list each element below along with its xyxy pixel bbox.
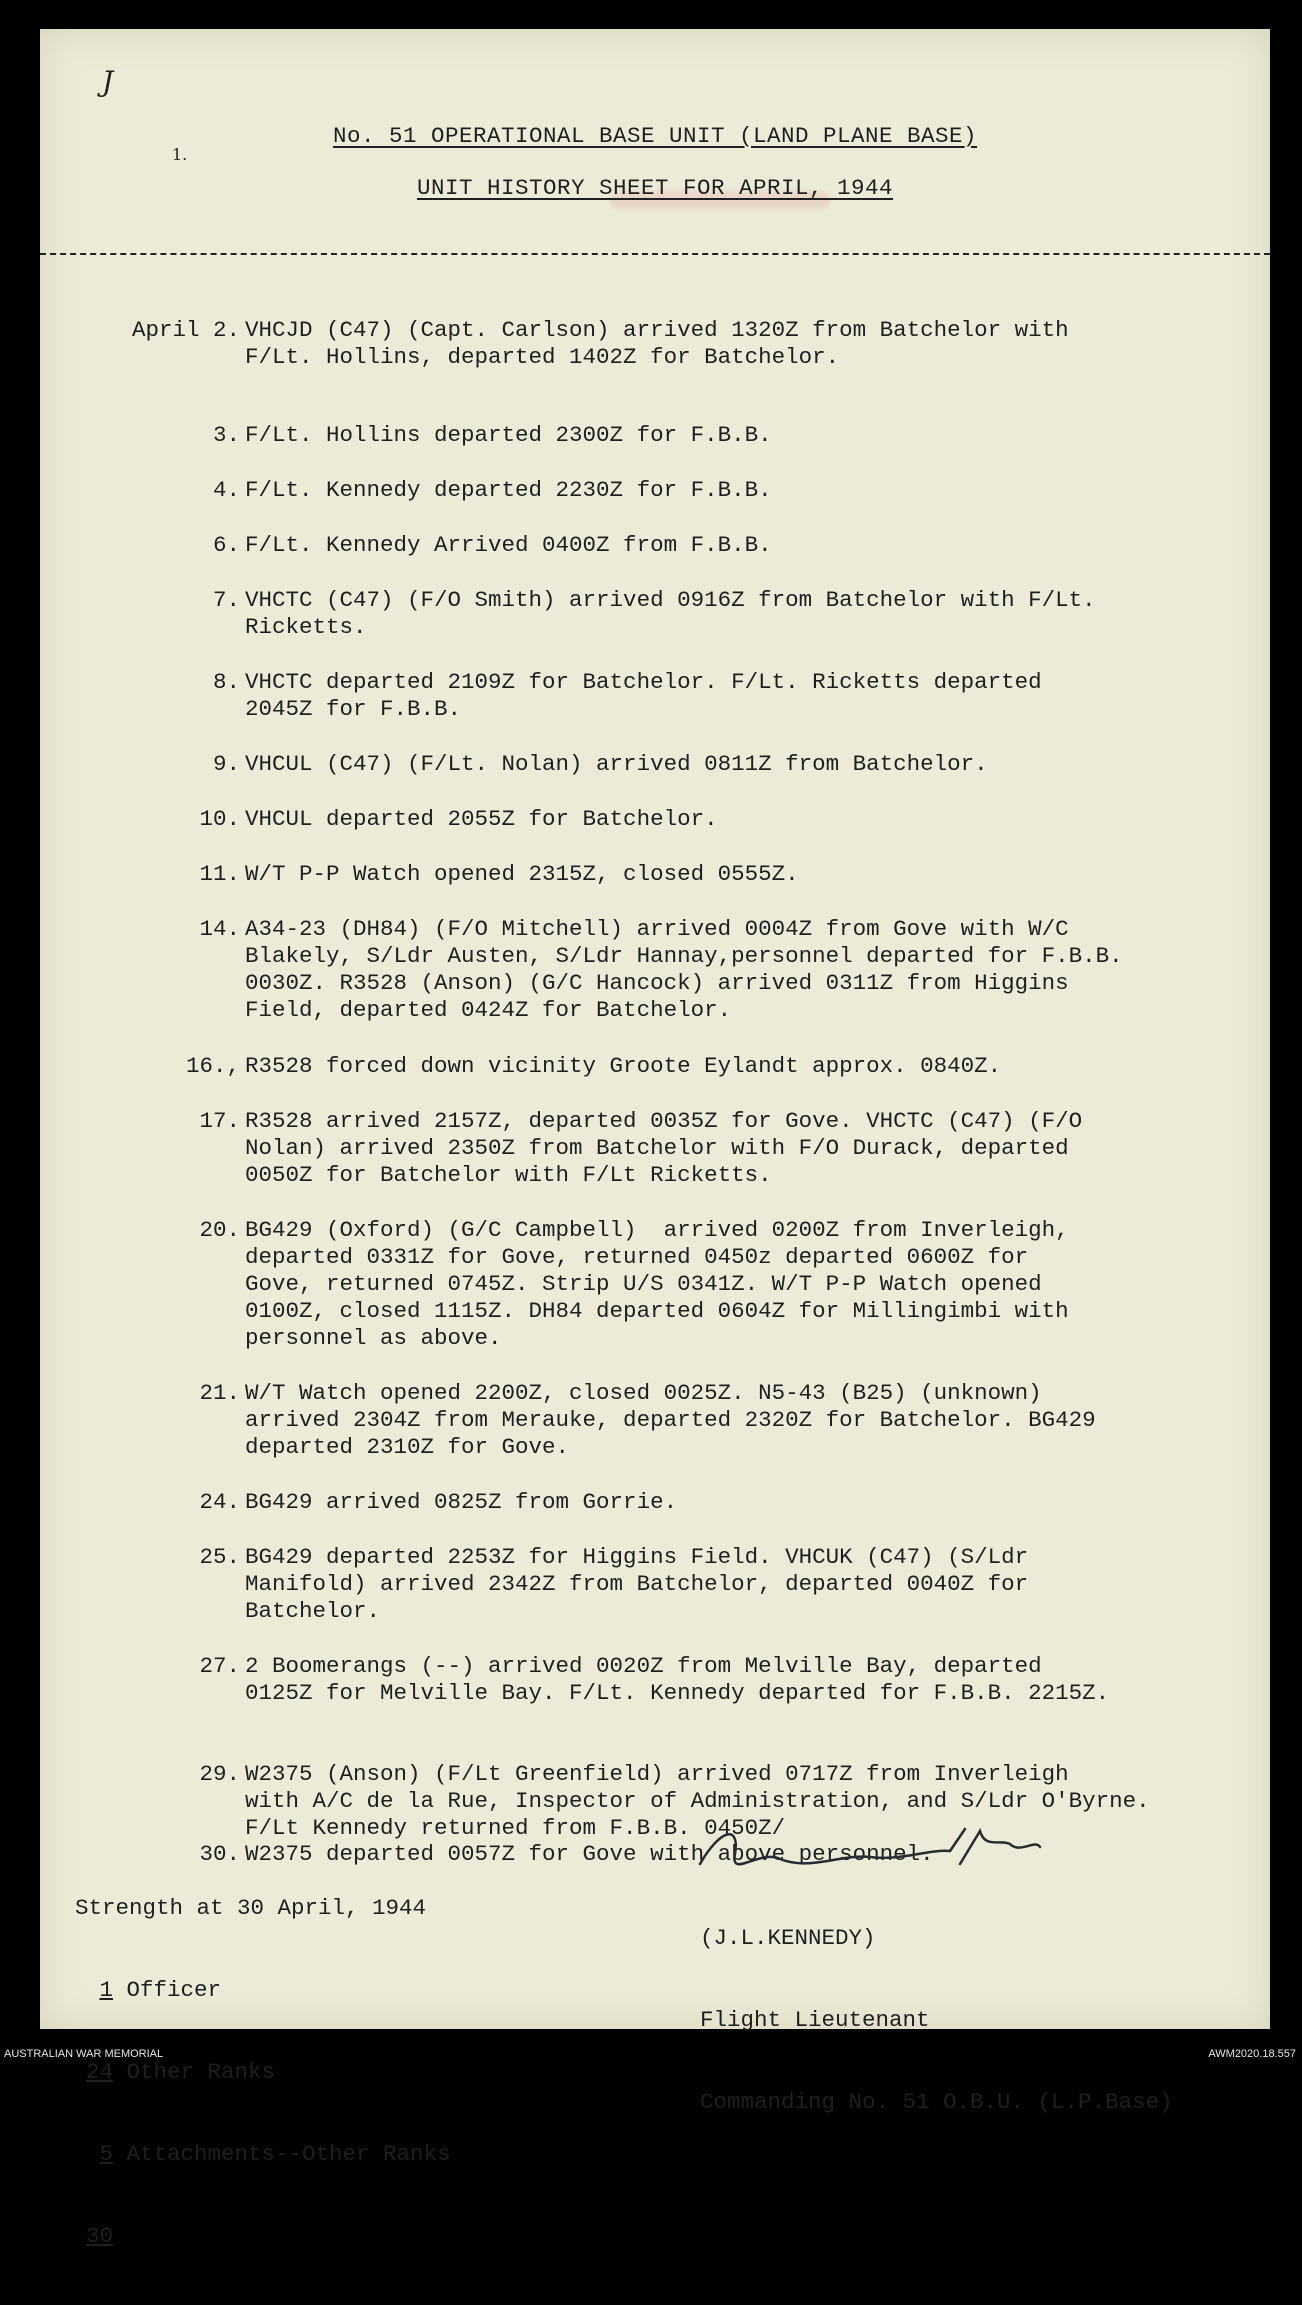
strength-total xyxy=(75,2223,451,2251)
entry-text xyxy=(245,1544,1028,1625)
entry-text xyxy=(245,916,1123,1024)
entry-line: 0100Z, closed 1115Z. DH84 departed 0604Z for Millingimbi with xyxy=(245,1298,1069,1324)
entry-line: BG429 departed 2253Z for Higgins Field. VHCUK (C47) (S/Ldr xyxy=(245,1544,1029,1570)
entry-line: with A/C de la Rue, Inspector of Administration, and S/Ldr O'Byrne. xyxy=(245,1788,1150,1814)
entry-text xyxy=(245,587,1096,641)
entry-date: 29. xyxy=(199,1761,240,1787)
entry-text xyxy=(245,317,1069,371)
entry-line: W/T P-P Watch opened 2315Z, closed 0555Z. xyxy=(245,861,799,887)
entry-line: 0125Z for Melville Bay. F/Lt. Kennedy departed for F.B.B. 2215Z. xyxy=(245,1680,1110,1706)
entry-line: R3528 forced down vicinity Groote Eylandt approx. 0840Z. xyxy=(245,1053,1002,1079)
header-divider xyxy=(40,253,1270,255)
entry-text xyxy=(245,422,772,449)
entry-text xyxy=(245,1380,1096,1461)
strength-row xyxy=(75,2141,451,2169)
entry-line: W2375 departed 0057Z for Gove with above personnel. xyxy=(245,1841,934,1867)
entry-text xyxy=(245,1489,677,1516)
entry-date: 25. xyxy=(199,1544,240,1570)
strength-count: 1 xyxy=(99,1977,113,2003)
entry-text xyxy=(245,1653,1109,1707)
signature-block xyxy=(700,1871,1173,2171)
strength-label: Other Ranks xyxy=(126,2059,276,2085)
entry-line: BG429 arrived 0825Z from Gorrie. xyxy=(245,1489,678,1515)
entry-text xyxy=(245,669,1042,723)
entry-line: 2 Boomerangs (--) arrived 0020Z from Melville Bay, departed xyxy=(245,1653,1042,1679)
entry-text xyxy=(245,1053,1001,1080)
margin-mark-side: 1. xyxy=(172,145,188,164)
margin-mark-top: J xyxy=(102,65,114,98)
entry-line: W/T Watch opened 2200Z, closed 0025Z. N5-43 (B25) (unknown) xyxy=(245,1380,1042,1406)
entry-line: VHCTC departed 2109Z for Batchelor. F/Lt. Ricketts departed xyxy=(245,669,1042,695)
entry-date: 30. xyxy=(199,1841,240,1867)
strength-count: 24 xyxy=(85,2059,113,2085)
entry-line: departed 0331Z for Gove, returned 0450z departed 0600Z for xyxy=(245,1244,1029,1270)
entry-line: departed 2310Z for Gove. xyxy=(245,1434,570,1460)
unit-title: No. 51 OPERATIONAL BASE UNIT (LAND PLANE BASE) xyxy=(332,123,978,149)
signatory-rank: Flight Lieutenant xyxy=(700,2007,930,2033)
entry-line: R3528 arrived 2157Z, departed 0035Z for Gove. VHCTC (C47) (F/O xyxy=(245,1108,1083,1134)
footer-right: AWM2020.18.557 xyxy=(1208,2048,1296,2060)
entry-line: personnel as above. xyxy=(245,1325,502,1351)
entry-line: Gove, returned 0745Z. Strip U/S 0341Z. W/T P-P Watch opened xyxy=(245,1271,1042,1297)
entry-line: Ricketts. xyxy=(245,614,367,640)
entry-date: 20. xyxy=(199,1217,240,1243)
entry-line: 2045Z for F.B.B. xyxy=(245,696,462,722)
entry-text xyxy=(245,1108,1082,1189)
entry-line: Batchelor. xyxy=(245,1598,381,1624)
entry-text xyxy=(245,861,799,888)
strength-count: 30 xyxy=(85,2223,113,2249)
strength-label: Officer xyxy=(126,1977,222,2003)
entry-text xyxy=(245,751,988,778)
entry-line: Nolan) arrived 2350Z from Batchelor with F/O Durack, departed xyxy=(245,1135,1069,1161)
strength-heading: Strength at 30 April, 1944 xyxy=(75,1895,427,1921)
entry-line: Manifold) arrived 2342Z from Batchelor, departed 0040Z for xyxy=(245,1571,1029,1597)
entry-text xyxy=(245,806,718,833)
entry-line: BG429 (Oxford) (G/C Campbell) arrived 0200Z from Inverleigh, xyxy=(245,1217,1069,1243)
entry-date: 8. xyxy=(212,669,240,695)
entry-text xyxy=(245,477,772,504)
entry-date: 27. xyxy=(199,1653,240,1679)
entry-line: VHCJD (C47) (Capt. Carlson) arrived 1320Z from Batchelor with xyxy=(245,317,1069,343)
entry-line: 0050Z for Batchelor with F/Lt Ricketts. xyxy=(245,1162,772,1188)
signatory-name: (J.L.KENNEDY) xyxy=(700,1925,876,1951)
entry-date: April 2. xyxy=(131,317,240,343)
entry-line: F/Lt. Hollins, departed 1402Z for Batchelor. xyxy=(245,344,840,370)
entry-date: 21. xyxy=(199,1380,240,1406)
strength-block xyxy=(75,1841,451,2305)
entry-line: F/Lt. Kennedy Arrived 0400Z from F.B.B. xyxy=(245,532,772,558)
strength-row xyxy=(75,2059,451,2087)
entry-date: 6. xyxy=(212,532,240,558)
entry-text xyxy=(245,532,772,559)
entry-date: 7. xyxy=(212,587,240,613)
entry-line: F/Lt. Kennedy departed 2230Z for F.B.B. xyxy=(245,477,772,503)
entry-date: 11. xyxy=(199,861,240,887)
signatory-role: Commanding No. 51 O.B.U. (L.P.Base) xyxy=(700,2089,1173,2115)
entry-line: Blakely, S/Ldr Austen, S/Ldr Hannay,personnel departed for F.B.B. xyxy=(245,943,1123,969)
entry-line: A34-23 (DH84) (F/O Mitchell) arrived 0004Z from Gove with W/C xyxy=(245,916,1069,942)
entry-line: VHCTC (C47) (F/O Smith) arrived 0916Z from Batchelor with F/Lt. xyxy=(245,587,1096,613)
entry-line: Field, departed 0424Z for Batchelor. xyxy=(245,997,732,1023)
strength-label: Attachments--Other Ranks xyxy=(126,2141,451,2167)
strength-row xyxy=(75,1977,451,2005)
entry-line: 0030Z. R3528 (Anson) (G/C Hancock) arrived 0311Z from Higgins xyxy=(245,970,1069,996)
entry-date: 16., xyxy=(185,1053,240,1079)
entry-line: VHCUL departed 2055Z for Batchelor. xyxy=(245,806,718,832)
entry-line: arrived 2304Z from Merauke, departed 2320Z for Batchelor. BG429 xyxy=(245,1407,1096,1433)
entry-date: 17. xyxy=(199,1108,240,1134)
entry-date: 9. xyxy=(212,751,240,777)
entry-date: 3. xyxy=(212,422,240,448)
entry-date: 24. xyxy=(199,1489,240,1515)
entry-line: F/Lt Kennedy returned from F.B.B. 0450Z/ xyxy=(245,1815,786,1841)
entry-text xyxy=(245,1217,1069,1352)
sheet-title: UNIT HISTORY SHEET FOR APRIL, 1944 xyxy=(416,175,894,201)
entry-line: W2375 (Anson) (F/Lt Greenfield) arrived 0717Z from Inverleigh xyxy=(245,1761,1069,1787)
entry-date: 10. xyxy=(199,806,240,832)
entry-line: VHCUL (C47) (F/Lt. Nolan) arrived 0811Z from Batchelor. xyxy=(245,751,988,777)
footer-left: AUSTRALIAN WAR MEMORIAL xyxy=(4,2048,164,2060)
entry-date: 4. xyxy=(212,477,240,503)
entry-line: F/Lt. Hollins departed 2300Z for F.B.B. xyxy=(245,422,772,448)
entry-date: 14. xyxy=(199,916,240,942)
strength-count: 5 xyxy=(99,2141,113,2167)
